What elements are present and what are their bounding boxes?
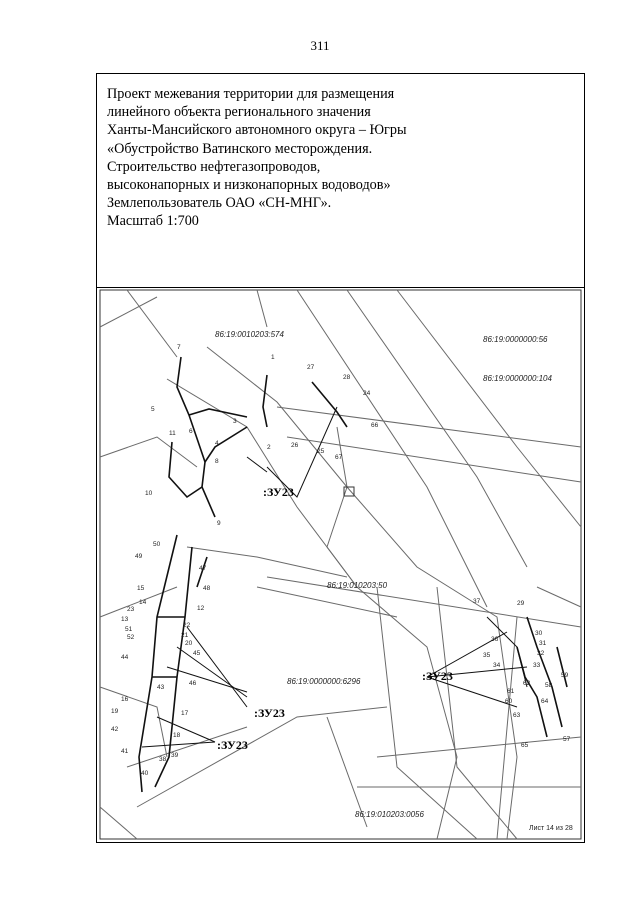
svg-text:29: 29: [517, 600, 525, 607]
title-text: [107, 85, 407, 231]
cadastral-number: 86:19:0000000:6296: [287, 677, 361, 686]
svg-text:19: 19: [111, 708, 119, 715]
plot-label: :ЗУ23: [422, 669, 453, 683]
sheet-label: Лист 14 из 28: [529, 825, 573, 832]
plot-label: :ЗУ23: [217, 738, 248, 752]
svg-text:57: 57: [563, 736, 571, 743]
svg-text:44: 44: [121, 654, 129, 661]
svg-text:3: 3: [233, 418, 237, 425]
svg-text:5: 5: [151, 406, 155, 413]
svg-text:7: 7: [177, 344, 181, 351]
plot-boundaries: [139, 357, 567, 792]
map-drawing: [97, 287, 584, 842]
title-line: Землепользователь ОАО «СН-МНГ».: [107, 195, 332, 212]
svg-text:27: 27: [307, 364, 315, 371]
svg-text:49: 49: [135, 553, 143, 560]
cadastral-number: 86:19:0000000:56: [483, 335, 548, 344]
svg-text:14: 14: [139, 599, 147, 606]
svg-text:63: 63: [513, 712, 521, 719]
title-line: линейного объекта регионального значения: [107, 104, 371, 121]
svg-text:46: 46: [189, 680, 197, 687]
svg-text:67: 67: [335, 454, 343, 461]
svg-text:36: 36: [491, 636, 499, 643]
svg-text:16: 16: [121, 696, 129, 703]
svg-text:10: 10: [145, 490, 153, 497]
svg-text:41: 41: [121, 748, 129, 755]
svg-text:47: 47: [199, 565, 207, 572]
svg-text:34: 34: [493, 662, 501, 669]
svg-text:2: 2: [267, 444, 271, 451]
svg-text:45: 45: [193, 650, 201, 657]
svg-text:66: 66: [371, 422, 379, 429]
svg-text:35: 35: [483, 652, 491, 659]
svg-text:18: 18: [173, 732, 181, 739]
svg-text:58: 58: [545, 682, 553, 689]
svg-text:32: 32: [537, 650, 545, 657]
svg-text:20: 20: [185, 640, 193, 647]
svg-text:22: 22: [183, 622, 191, 629]
svg-text:21: 21: [181, 632, 189, 639]
title-block: [97, 74, 584, 288]
svg-text:52: 52: [127, 634, 135, 641]
svg-text:25: 25: [317, 448, 325, 455]
document-frame: [96, 73, 585, 843]
cadastral-number: 86:19:010203:0056: [355, 810, 424, 819]
svg-text:51: 51: [125, 626, 133, 633]
svg-text:17: 17: [181, 710, 189, 717]
svg-text:42: 42: [111, 726, 119, 733]
title-line: Проект межевания территории для размещения: [107, 86, 395, 102]
svg-text:4: 4: [215, 440, 219, 447]
svg-text:12: 12: [197, 605, 205, 612]
svg-text:43: 43: [157, 684, 165, 691]
scale-line: Масштаб 1:700: [107, 213, 199, 230]
title-line: «Обустройство Ватинского месторождения.: [107, 140, 373, 157]
cadastral-number: 86:19:0010203:574: [215, 330, 284, 339]
cadastral-number: 86:19:0000000:104: [483, 374, 552, 383]
svg-text:50: 50: [153, 541, 161, 548]
svg-text:24: 24: [363, 390, 371, 397]
page-number: 311: [310, 38, 330, 53]
svg-text:65: 65: [521, 742, 529, 749]
svg-text:61: 61: [507, 688, 515, 695]
svg-text:9: 9: [217, 520, 221, 527]
svg-text:40: 40: [141, 770, 149, 777]
svg-text:1: 1: [271, 354, 275, 361]
svg-text:37: 37: [473, 598, 481, 605]
cadastral-number: 86:19:010203:50: [327, 581, 388, 590]
svg-text:6: 6: [189, 428, 193, 435]
svg-text:33: 33: [533, 662, 541, 669]
svg-text:8: 8: [215, 458, 219, 465]
title-line: высоконапорных и низконапорных водоводов»: [107, 177, 391, 194]
svg-text:64: 64: [541, 698, 549, 705]
plot-label: :ЗУ23: [263, 485, 294, 499]
svg-text:30: 30: [535, 630, 543, 637]
title-line: Строительство нефтегазопроводов,: [107, 158, 321, 175]
svg-text:23: 23: [127, 606, 135, 613]
svg-text:48: 48: [203, 585, 211, 592]
svg-text:39: 39: [171, 752, 179, 759]
svg-text:13: 13: [121, 616, 129, 623]
survey-map: [97, 287, 584, 842]
svg-text:31: 31: [539, 640, 547, 647]
svg-text:59: 59: [561, 672, 569, 679]
svg-text:62: 62: [523, 680, 531, 687]
svg-text:28: 28: [343, 374, 351, 381]
plot-label: :ЗУ23: [254, 706, 285, 720]
svg-text:60: 60: [505, 698, 513, 705]
title-line: Ханты-Мансийского автономного округа – Югры: [107, 122, 407, 139]
svg-text:38: 38: [159, 756, 167, 763]
svg-text:15: 15: [137, 585, 145, 592]
svg-text:26: 26: [291, 442, 299, 449]
svg-text:11: 11: [169, 430, 176, 437]
